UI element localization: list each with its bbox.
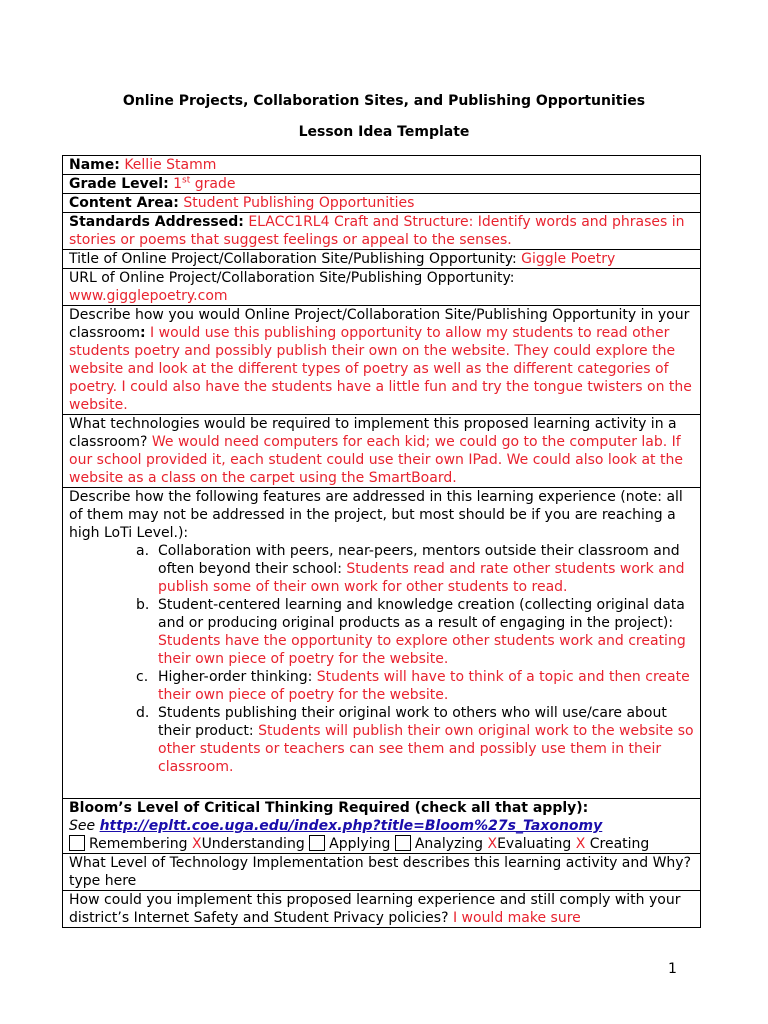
technologies-label: What technologies would be required to implement this proposed learning activity in a classroom? [69,416,677,450]
understanding-mark[interactable]: X [191,836,202,852]
url-label: URL of Online Project/Collaboration Site/Publishing Opportunity: [69,270,515,286]
standards-value: ELACC1RL4 Craft and Structure: Identify words and phrases in stories or poems that suggest feelings or appeal to the senses. [69,214,685,248]
bloom-taxonomy-link[interactable]: http://epltt.coe.uga.edu/index.php?title=Bloom%27s_Taxonomy [99,818,603,834]
document-title: Online Projects, Collaboration Sites, and Publishing Opportunities [122,93,646,109]
content-area-value: Student Publishing Opportunities [183,195,415,211]
bloom-row [63,799,701,854]
remembering-checkbox[interactable] [69,835,85,851]
safety-row [63,891,701,928]
bloom-label: Bloom’s Level of Critical Thinking Required (check all that apply): [69,800,589,816]
creating-label: Creating [589,836,650,852]
url-value: www.gigglepoetry.com [69,288,228,304]
project-title-label: Title of Online Project/Collaboration Site/Publishing Opportunity: [69,251,517,267]
lesson-template-table [62,155,701,928]
grade-label: Grade Level: [69,176,169,192]
describe-value: I would use this publishing opportunity to allow my students to read other students poetry and possibly publish their own on the website. They could explore the website and look at the different types of poetry as well as the different categories of poetry. I could also have the students have a little fun and try the tongue twisters on the website. [69,325,692,413]
features-list [69,542,694,776]
loti-row [63,854,701,891]
standards-row [63,213,701,250]
content-area-label: Content Area: [69,195,179,211]
name-label: Name: [69,157,120,173]
safety-value: I would make sure [452,910,581,926]
page-number: 1 [668,961,677,977]
content-area-row [63,194,701,213]
bloom-see: See [69,818,96,834]
url-row [63,269,701,306]
project-title-value: Giggle Poetry [521,251,616,267]
features-intro: Describe how the following features are addressed in this learning experience (note: all of them may not be addressed in the project, but most should be if you are reaching a high LoTi Level.): [69,489,683,541]
creating-mark[interactable]: X [575,836,586,852]
understanding-label: Understanding [201,836,305,852]
describe-label: Describe how you would Online Project/Collaboration Site/Publishing Opportunity in your classroom [69,307,690,341]
evaluating-label: Evaluating [497,836,572,852]
loti-label: What Level of Technology Implementation best describes this learning activity and Why? type here [69,855,692,889]
features-row [63,488,701,799]
analyzing-label: Analyzing [414,836,484,852]
analyzing-checkbox[interactable] [395,835,411,851]
list-item: c. Higher-order thinking: Students will have to think of a topic and then create their own piece of poetry for the website. [136,669,690,703]
name-row [63,156,701,175]
grade-value: 1st grade [173,175,236,192]
grade-row [63,175,701,194]
technologies-value: We would need computers for each kid; we could go to the computer lab. If our school provided it, each student could use their own IPad. We could also look at the website as a class on the carpet using the SmartBoard. [69,434,683,486]
list-item: b. Student-centered learning and knowledge creation (collecting original data and or producing original products as a result of engaging in the project): Students have the opportunity to explore other students work and creating their own piece of poetry for the website. [136,597,686,667]
standards-label: Standards Addressed: [69,214,244,230]
list-item: a. Collaboration with peers, near-peers, mentors outside their classroom and often beyond their school: Students read and rate other students work and publish some of their own work for other students to read. [136,543,685,595]
project-title-row [63,250,701,269]
applying-checkbox[interactable] [309,835,325,851]
remembering-label: Remembering [89,836,188,852]
document-subtitle: Lesson Idea Template [298,124,470,140]
applying-label: Applying [329,836,391,852]
name-value: Kellie Stamm [124,157,217,173]
describe-row [63,306,701,415]
technologies-row [63,415,701,488]
evaluating-mark[interactable]: X [487,836,498,852]
list-item: d. Students publishing their original work to others who will use/care about their product: Students will publish their own original work to the website so other students or teachers can see them and possibly use them in their classroom. [136,705,694,775]
safety-label: How could you implement this proposed learning experience and still comply with your district’s Internet Safety and Student Privacy policies? [69,892,681,926]
describe-colon: : [139,325,146,341]
